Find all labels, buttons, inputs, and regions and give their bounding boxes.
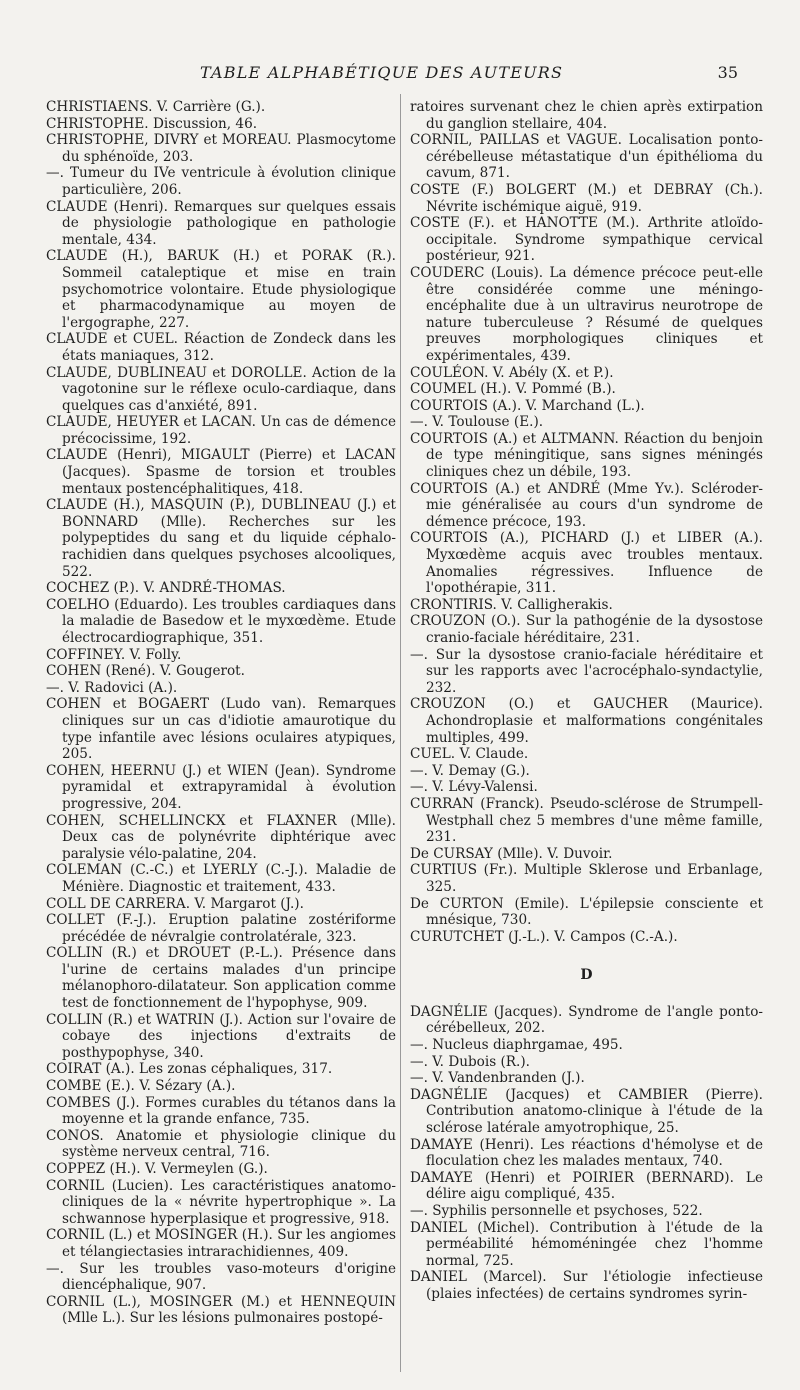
index-entry: —. Sur les troubles vaso-moteurs d'origine diencéphalique, 907.	[46, 1260, 396, 1294]
index-entry: DAMAYE (Henri) et POIRIER (BERNARD). Le délire aigu compliqué, 435.	[410, 1169, 763, 1203]
index-entry: CUEL. V. Claude.	[410, 746, 529, 763]
right-column	[410, 99, 763, 1303]
index-entry: COSTE (F.) BOLGERT (M.) et DEBRAY (Ch.). Névrite ischémique aiguë, 919.	[410, 181, 763, 215]
index-entry: DAMAYE (Henri). Les réactions d'hémolyse et de floculation chez les malades mentaux, 740.	[410, 1136, 763, 1170]
index-entry: COCHEZ (P.). V. ANDRÉ-THOMAS.	[46, 580, 286, 597]
index-entry: COLLIN (R.) et WATRIN (J.). Action sur l'ovaire de cobaye des injections d'extraits de posthypophyse, 340.	[46, 1011, 396, 1061]
right-column-entries-c	[410, 99, 763, 945]
index-entry: COSTE (F.). et HANOTTE (M.). Arthrite atloïdo-occipitale. Syndrome sympathique cervical postérieur, 921.	[410, 215, 763, 265]
index-entry: CROUZON (O.). Sur la pathogénie de la dysostose cranio-faciale héréditaire, 231.	[410, 613, 763, 646]
index-entry: COHEN, SCHELLINCKX et FLAXNER (Mlle). Deux cas de polynévrite diphtérique avec paralysie vélo-palatine, 204.	[46, 812, 396, 862]
index-entry: CHRISTOPHE. Discussion, 46.	[46, 115, 258, 132]
index-entry: DANIEL (Michel). Contribution à l'étude de la perméabilité hémoméningée chez l'homme normal, 725.	[410, 1219, 763, 1269]
index-entry: —. V. Toulouse (E.).	[410, 414, 544, 431]
index-entry: CRONTIRIS. V. Calligherakis.	[410, 596, 613, 613]
index-entry: CLAUDE (Henri). Remarques sur quelques essais de physiologie pathologique en pathologie mentale, 434.	[46, 198, 396, 248]
index-entry: CORNIL (L.) et MOSINGER (H.). Sur les angiomes et télangiectasies intrarachidiennes, 409.	[46, 1227, 396, 1260]
index-entry: CLAUDE (H.), MASQUIN (P.), DUBLINEAU (J.) et BONNARD (Mlle). Recherches sur les polypeptides du sang et du liquide céphalo-rachidien dans quelques psychoses alcooliques, 522.	[46, 497, 396, 580]
index-entry: De CURTON (Emile). L'épilepsie consciente et mnésique, 730.	[410, 895, 763, 929]
index-entry: COURTOIS (A.), PICHARD (J.) et LIBER (A.). Myxœdème acquis avec troubles mentaux. Anomalies régressives. Influence de l'opothérapie, 311.	[410, 530, 763, 597]
index-entry: CURUTCHET (J.-L.). V. Campos (C.-A.).	[410, 928, 678, 945]
index-entry: —. V. Lévy-Valensi.	[410, 779, 538, 796]
index-entry: COHEN, HEERNU (J.) et WIEN (Jean). Syndrome pyramidal et extrapyramidal à évolution progressive, 204.	[46, 762, 396, 812]
right-column-entries-d	[410, 1004, 763, 1303]
page-number: 35	[717, 63, 738, 82]
page-header	[0, 63, 800, 85]
index-entry: CORNIL (Lucien). Les caractéristiques anatomo-cliniques de la « névrite hypertrophique ». La schwannose hyperplasique et progressive, 918.	[46, 1177, 396, 1227]
index-entry: CLAUDE (H.), BARUK (H.) et PORAK (R.). Sommeil cataleptique et mise en train psychomotrice volontaire. Etude physiologique et pharmacodynamique au moyen de l'ergographe, 227.	[46, 248, 396, 331]
index-entry: COHEN (René). V. Gougerot.	[46, 663, 245, 680]
index-entry: COURTOIS (A.) et ANDRÉ (Mme Yv.). Scléroder-mie généralisée au cours d'un syndrome de démence précoce, 193.	[410, 480, 763, 530]
running-title: TABLE ALPHABÉTIQUE DES AUTEURS	[200, 63, 564, 82]
index-entry: CROUZON (O.) et GAUCHER (Maurice). Achondroplasie et malformations congénitales multiples, 499.	[410, 696, 763, 746]
index-entry: COURTOIS (A.). V. Marchand (L.).	[410, 397, 645, 414]
index-entry: COLLIN (R.) et DROUET (P.-L.). Présence dans l'urine de certains malades d'un principe mélanophoro-dilatateur. Son application comme test de fonctionnement de l'hypophyse, 909.	[46, 945, 396, 1012]
index-entry: DAGNÉLIE (Jacques). Syndrome de l'angle ponto-cérébelleux, 202.	[410, 1003, 763, 1037]
index-entry: CHRISTOPHE, DIVRY et MOREAU. Plasmocytome du sphénoïde, 203.	[46, 132, 396, 165]
index-entry: COHEN et BOGAERT (Ludo van). Remarques cliniques sur un cas d'idiotie amaurotique du type infantile avec lésions oculaires atypiques, 205.	[46, 696, 396, 763]
index-entry: CURRAN (Franck). Pseudo-sclérose de Strumpell-Westphall chez 5 membres d'une même famille, 231.	[410, 795, 763, 846]
index-entry: —. V. Demay (G.).	[410, 762, 530, 779]
index-entry: COMBES (J.). Formes curables du tétanos dans la moyenne et la grande enfance, 735.	[46, 1094, 396, 1128]
index-entry: CORNIL, PAILLAS et VAGUE. Localisation ponto-cérébelleuse métastatique d'un épithélioma du cavum, 871.	[410, 132, 763, 182]
index-entry: COLLET (F.-J.). Eruption palatine zostériforme précédée de névralgie controlatérale, 323.	[46, 912, 396, 945]
index-entry: COULÉON. V. Abély (X. et P.).	[410, 364, 614, 381]
index-entry: COELHO (Eduardo). Les troubles cardiaques dans la maladie de Basedow et le myxœdème. Etude électrocardiographique, 351.	[46, 596, 396, 646]
section-letter-heading: D	[580, 967, 593, 984]
index-entry: COPPEZ (H.). V. Vermeylen (G.).	[46, 1161, 268, 1177]
index-entry: CHRISTIAENS. V. Carrière (G.).	[46, 99, 266, 115]
index-entry: DAGNÉLIE (Jacques) et CAMBIER (Pierre). Contribution anatomo-clinique à l'étude de la sclérose latérale amyotrophique, 25.	[410, 1086, 763, 1137]
index-entry: COLEMAN (C.-C.) et LYERLY (C.-J.). Maladie de Ménière. Diagnostic et traitement, 433.	[46, 862, 396, 895]
index-entry: COUMEL (H.). V. Pommé (B.).	[410, 381, 616, 398]
index-entry: —. Syphilis personnelle et psychoses, 522.	[410, 1203, 703, 1219]
index-entry: De CURSAY (Mlle). V. Duvoir.	[410, 845, 613, 862]
index-entry: CORNIL (L.), MOSINGER (M.) et HENNEQUIN (Mlle L.). Sur les lésions pulmonaires postopé-	[46, 1293, 396, 1327]
index-entry: COFFINEY. V. Folly.	[46, 646, 182, 663]
index-entry: COURTOIS (A.) et ALTMANN. Réaction du benjoin de type méningitique, sans signes méningés cliniques chez un débile, 193.	[410, 430, 763, 481]
index-entry: CLAUDE (Henri), MIGAULT (Pierre) et LACAN (Jacques). Spasme de torsion et troubles mentaux postencéphalitiques, 418.	[46, 447, 396, 497]
index-entry: —. V. Vandenbranden (J.).	[410, 1070, 585, 1087]
index-entry: —. Tumeur du IVe ventricule à évolution clinique particulière, 206.	[46, 165, 396, 198]
index-entry: COMBE (E.). V. Sézary (A.).	[46, 1078, 236, 1095]
index-entry: COUDERC (Louis). La démence précoce peut-elle être considérée comme une méningo-encéphalite due à un ultravirus neurotrope de nature tuberculeuse ? Résumé de quelques preuves morphologiques cliniques et expérimentales, 439.	[410, 264, 763, 364]
index-entry: CLAUDE, DUBLINEAU et DOROLLE. Action de la vagotonine sur le réflexe oculo-cardiaque, dans quelques cas d'anxiété, 891.	[46, 364, 396, 414]
index-entry: —. Sur la dysostose cranio-faciale héréditaire et sur les rapports avec l'acrocéphalo-syndactylie, 232.	[410, 646, 763, 696]
index-entry: CLAUDE, HEUYER et LACAN. Un cas de démence précocissime, 192.	[46, 414, 396, 447]
index-entry: ratoires survenant chez le chien après extirpation du ganglion stellaire, 404.	[410, 99, 763, 132]
index-entry: —. V. Radovici (A.).	[46, 679, 178, 696]
index-entry: —. Nucleus diaphrgamae, 495.	[410, 1037, 623, 1054]
index-entry: COIRAT (A.). Les zonas céphaliques, 317.	[46, 1061, 333, 1078]
left-column	[46, 99, 396, 1327]
column-divider	[400, 94, 401, 1372]
index-entry: CURTIUS (Fr.). Multiple Sklerose und Erbanlage, 325.	[410, 862, 763, 895]
index-entry: —. V. Dubois (R.).	[410, 1053, 530, 1070]
index-entry: CLAUDE et CUEL. Réaction de Zondeck dans les états maniaques, 312.	[46, 331, 396, 364]
index-entry: DANIEL (Marcel). Sur l'étiologie infectieuse (plaies infectées) de certains syndromes syrin-	[410, 1269, 763, 1302]
index-entry: COLL DE CARRERA. V. Margarot (J.).	[46, 895, 304, 912]
index-entry: CONOS. Anatomie et physiologie clinique du système nerveux central, 716.	[46, 1127, 396, 1161]
